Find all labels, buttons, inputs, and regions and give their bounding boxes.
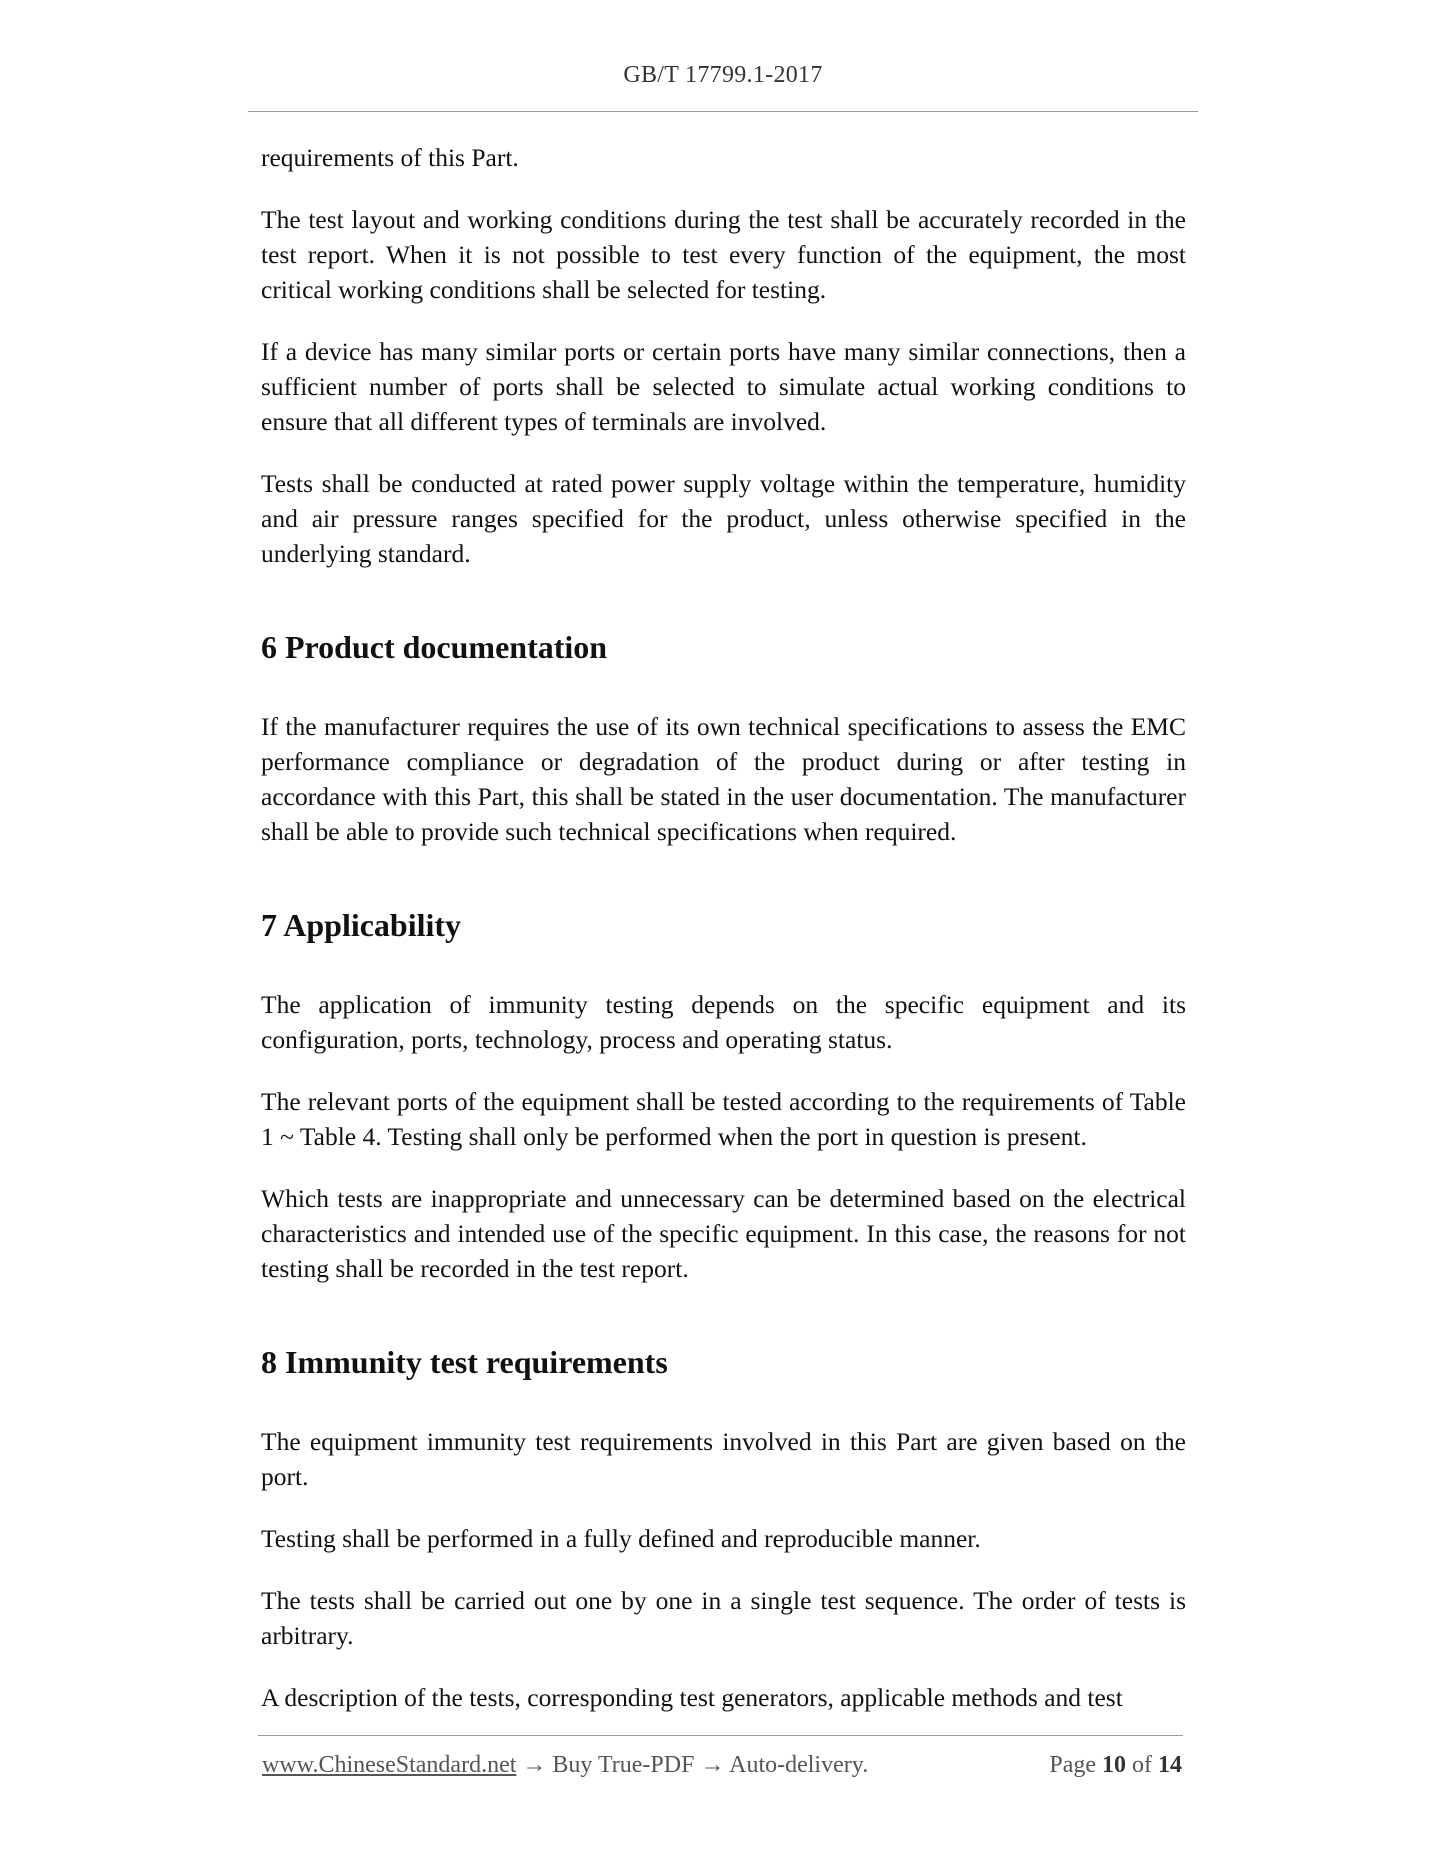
section-heading-applicability: 7 Applicability bbox=[261, 907, 462, 943]
paragraph: Which tests are inappropriate and unnecessary can be determined based on the electrical characteristics and intended use of the specific equipment. In this case, the reasons for not testing shall be recorded in the test report. bbox=[261, 1184, 1186, 1283]
paragraph: The tests shall be carried out one by one in a single test sequence. The order of tests is arbitrary. bbox=[261, 1586, 1186, 1650]
paragraph: The relevant ports of the equipment shall be tested according to the requirements of Table 1 ~ Table 4. Testing shall only be performed when the port in question is present. bbox=[261, 1087, 1186, 1151]
paragraph: If a device has many similar ports or certain ports have many similar connections, then a sufficient number of ports shall be selected to simulate actual working conditions to ensure that all different types of terminals are involved. bbox=[261, 337, 1186, 436]
footer-divider bbox=[258, 1735, 1183, 1736]
paragraph: requirements of this Part. bbox=[261, 143, 519, 172]
page-label: Page bbox=[1049, 1752, 1096, 1778]
running-header: GB/T 17799.1-2017 bbox=[623, 62, 823, 88]
paragraph: The equipment immunity test requirements involved in this Part are given based on the port. bbox=[261, 1427, 1186, 1491]
promo-text: → Buy True-PDF → Auto-delivery. bbox=[522, 1752, 869, 1778]
paragraph: The application of immunity testing depends on the specific equipment and its configuration, ports, technology, process and operating status. bbox=[261, 990, 1186, 1054]
page-indicator bbox=[1049, 1752, 1182, 1779]
header-divider bbox=[248, 111, 1198, 112]
website-link[interactable]: www.ChineseStandard.net bbox=[262, 1752, 517, 1778]
total-pages-number: 14 bbox=[1158, 1752, 1182, 1778]
paragraph: A description of the tests, corresponding test generators, applicable methods and test bbox=[261, 1683, 1123, 1712]
current-page-number: 10 bbox=[1102, 1752, 1126, 1778]
page-footer bbox=[262, 1752, 1182, 1779]
footer-promo bbox=[262, 1752, 868, 1779]
section-heading-product-documentation: 6 Product documentation bbox=[261, 629, 608, 665]
page-of-label: of bbox=[1132, 1752, 1152, 1778]
paragraph: If the manufacturer requires the use of its own technical specifications to assess the EMC performance compliance or degradation of the product during or after testing in accordance with this Part, this shall be stated in the user documentation. The manufacturer shall be able to provide such technical specifications when required. bbox=[261, 712, 1186, 846]
paragraph: Tests shall be conducted at rated power supply voltage within the temperature, humidity and air pressure ranges specified for the product, unless otherwise specified in the underlying standard. bbox=[261, 469, 1186, 568]
page-body bbox=[261, 140, 1186, 1742]
section-heading-immunity-test-requirements: 8 Immunity test requirements bbox=[261, 1344, 668, 1380]
paragraph: Testing shall be performed in a fully defined and reproducible manner. bbox=[261, 1524, 981, 1553]
paragraph: The test layout and working conditions during the test shall be accurately recorded in the test report. When it is not possible to test every function of the equipment, the most critical working conditions shall be selected for testing. bbox=[261, 205, 1186, 304]
